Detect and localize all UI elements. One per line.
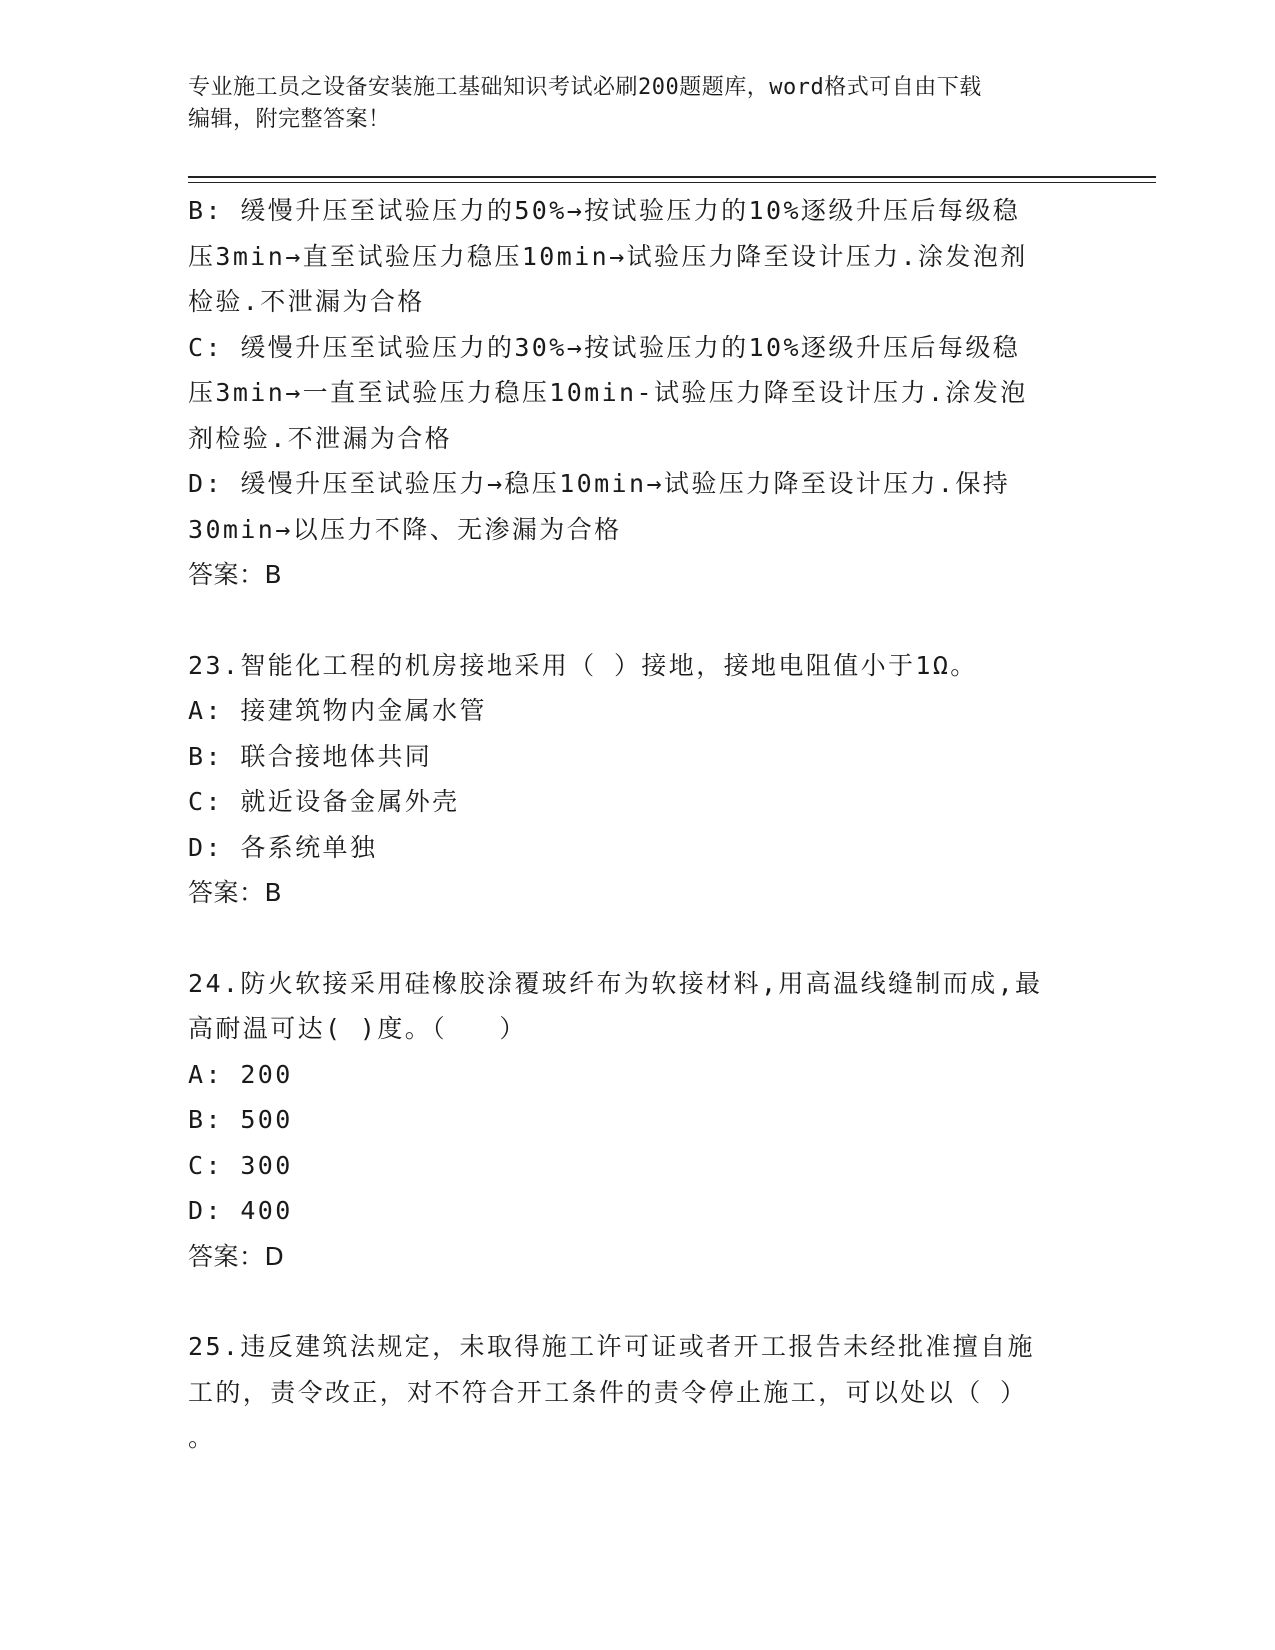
header-line-2: 编辑，附完整答案！ (188, 107, 391, 132)
header-line-1: 专业施工员之设备安装施工基础知识考试必刷200题题库，word格式可自由下载 (188, 75, 982, 100)
option-c-line-3: 剂检验.不泄漏为合格 (188, 423, 453, 453)
option-c-line-2: 压3min→一直至试验压力稳压10min-试验压力降至设计压力.涂发泡 (188, 378, 1028, 407)
option-b-line-2: 压3min→直至试验压力稳压10min→试验压力降至设计压力.涂发泡剂 (188, 241, 1028, 271)
question-23-option-a: A: 接建筑物内金属水管 (188, 696, 487, 725)
question-24-text-line-2: 高耐温可达( )度。（ ） (188, 1014, 527, 1043)
document-header (188, 72, 1088, 136)
question-25-text-line-2: 工的，责令改正，对不符合开工条件的责令停止施工，可以处以（ ） (188, 1377, 1028, 1407)
question-24-text-line-1: 24.防火软接采用硅橡胶涂覆玻纤布为软接材料,用高温线缝制而成,最 (188, 968, 1043, 998)
question-23-option-b: B: 联合接地体共同 (188, 741, 433, 771)
question-25 (188, 1324, 1088, 1461)
question-23-option-d: D: 各系统单独 (188, 832, 378, 862)
question-23-option-c: C: 就近设备金属外壳 (188, 787, 460, 816)
option-c-line-1: C: 缓慢升压至试验压力的30%→按试验压力的10%逐级升压后每级稳 (188, 332, 1021, 362)
answer-22: 答案：B (188, 560, 283, 589)
question-24-option-d: D: 400 (188, 1196, 293, 1225)
option-b-line-3: 检验.不泄漏为合格 (188, 287, 425, 316)
answer-23: 答案：B (188, 878, 283, 907)
header-divider-thick (188, 176, 1156, 178)
question-24-option-b: B: 500 (188, 1105, 293, 1134)
question-24 (188, 961, 1088, 1280)
option-b-line-1: B: 缓慢升压至试验压力的50%→按试验压力的10%逐级升压后每级稳 (188, 196, 1021, 225)
question-25-text-line-1: 25.违反建筑法规定，未取得施工许可证或者开工报告未经批准擅自施 (188, 1332, 1035, 1361)
spacer (188, 916, 1088, 961)
option-d-line-1: D: 缓慢升压至试验压力→稳压10min→试验压力降至设计压力.保持 (188, 469, 1011, 498)
question-24-option-c: C: 300 (188, 1150, 293, 1180)
question-23 (188, 643, 1088, 916)
option-d-line-2: 30min→以压力不降、无渗漏为合格 (188, 514, 622, 544)
question-22-continued (188, 188, 1088, 598)
document-body (188, 188, 1088, 1461)
header-divider-thin (188, 182, 1156, 183)
answer-24: 答案：D (188, 1241, 285, 1271)
spacer (188, 1279, 1088, 1324)
question-25-text-line-3: 。 (188, 1423, 216, 1452)
spacer (188, 598, 1088, 643)
question-24-option-a: A: 200 (188, 1059, 293, 1089)
question-23-text: 23.智能化工程的机房接地采用（ ）接地，接地电阻值小于1Ω。 (188, 650, 978, 680)
